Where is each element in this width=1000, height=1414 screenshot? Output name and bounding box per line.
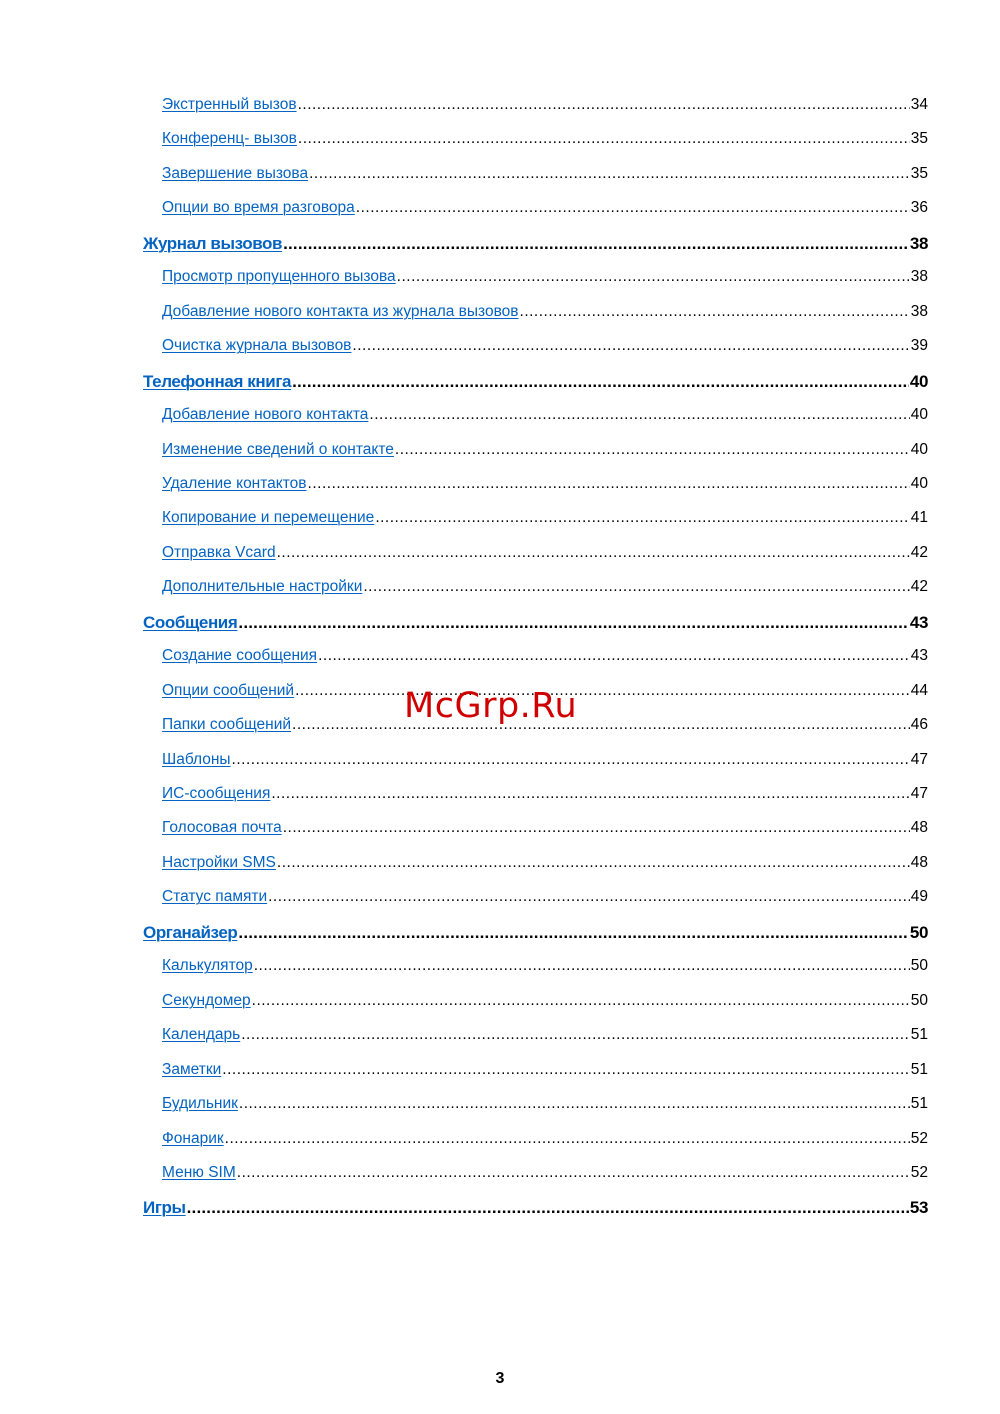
- toc-entry-page-number: 43: [910, 647, 928, 665]
- toc-dot-leader: [283, 819, 910, 837]
- toc-entry[interactable]: [162, 1095, 928, 1113]
- toc-entry-title-link[interactable]: Просмотр пропущенного вызова: [162, 268, 396, 286]
- toc-entry-page-number: 35: [910, 130, 928, 148]
- toc-entry-page-number: 44: [910, 681, 928, 699]
- toc-dot-leader: [254, 957, 910, 975]
- toc-entry-page-number: 46: [910, 716, 928, 734]
- toc-entry-title-link[interactable]: Фонарик: [162, 1129, 224, 1147]
- toc-dot-leader: [239, 1095, 910, 1113]
- toc-entry-page-number: 50: [910, 957, 928, 975]
- toc-entry-title-link[interactable]: Статус памяти: [162, 888, 268, 906]
- toc-entry-title-link[interactable]: Копирование и перемещение: [162, 509, 375, 527]
- toc-dot-leader: [318, 647, 910, 665]
- toc-entry-title-link[interactable]: Игры: [143, 1198, 186, 1218]
- toc-dot-leader: [520, 303, 910, 321]
- toc-entry-title-link[interactable]: Журнал вызовов: [143, 233, 283, 253]
- toc-entry[interactable]: [162, 1061, 928, 1079]
- toc-entry-title-link[interactable]: Будильник: [162, 1095, 238, 1113]
- toc-entry-page-number: 50: [909, 922, 928, 942]
- toc-section-entry[interactable]: [143, 372, 928, 392]
- toc-entry-title-link[interactable]: ИС-сообщения: [162, 785, 271, 802]
- toc-entry-title-link[interactable]: Добавление нового контакта из журнала вызовов: [162, 302, 519, 320]
- toc-entry-title-link[interactable]: Сообщения: [143, 612, 238, 632]
- toc-entry-title-link[interactable]: Опции во время разговора: [162, 199, 355, 217]
- toc-entry-page-number: 43: [909, 612, 928, 632]
- toc-entry-title-link[interactable]: Изменение сведений о контакте: [162, 440, 394, 458]
- toc-entry-title-link[interactable]: Голосовая почта: [162, 819, 282, 837]
- toc-dot-leader: [395, 441, 910, 459]
- toc-entry-page-number: 42: [910, 578, 928, 596]
- toc-entry[interactable]: [162, 303, 928, 321]
- toc-entry-page-number: 47: [910, 785, 928, 802]
- toc-section-entry[interactable]: [143, 613, 928, 633]
- toc-dot-leader: [238, 923, 909, 943]
- toc-entry-page-number: 34: [910, 96, 928, 113]
- page-number: 3: [495, 1370, 505, 1387]
- toc-dot-leader: [277, 854, 910, 872]
- toc-section-entry[interactable]: [143, 234, 928, 254]
- toc-entry-title-link[interactable]: Дополнительные настройки: [162, 578, 363, 596]
- toc-entry-page-number: 36: [910, 199, 928, 217]
- toc-entry-page-number: 40: [909, 371, 928, 391]
- toc-entry[interactable]: [162, 96, 928, 114]
- toc-dot-leader: [225, 1130, 910, 1148]
- toc-entry-page-number: 42: [910, 543, 928, 561]
- toc-entry-page-number: 52: [910, 1163, 928, 1181]
- toc-entry-title-link[interactable]: Опции сообщений: [162, 681, 295, 699]
- toc-entry[interactable]: [162, 854, 928, 872]
- toc-entry-title-link[interactable]: Шаблоны: [162, 750, 231, 768]
- toc-dot-leader: [295, 682, 910, 700]
- toc-entry[interactable]: [162, 130, 928, 148]
- toc-dot-leader: [268, 888, 910, 906]
- toc-dot-leader: [187, 1198, 909, 1218]
- toc-entry-page-number: 53: [909, 1198, 928, 1218]
- toc-entry[interactable]: [162, 475, 928, 493]
- toc-section-entry[interactable]: [143, 923, 928, 943]
- toc-entry-page-number: 51: [910, 1095, 928, 1113]
- toc-entry-page-number: 40: [910, 440, 928, 458]
- toc-entry[interactable]: [162, 751, 928, 769]
- watermark: McGrp.Ru: [404, 686, 578, 726]
- toc-dot-leader: [292, 716, 910, 734]
- toc-entry-page-number: 52: [910, 1129, 928, 1147]
- toc-dot-leader: [277, 544, 910, 562]
- toc-entry-page-number: 51: [910, 1026, 928, 1044]
- toc-entry-page-number: 48: [910, 819, 928, 837]
- toc-entry-title-link[interactable]: Удаление контактов: [162, 474, 307, 492]
- toc-entry-title-link[interactable]: Конференц- вызов: [162, 130, 297, 148]
- toc-entry-title-link[interactable]: Календарь: [162, 1026, 241, 1044]
- toc-dot-leader: [238, 613, 909, 633]
- toc-entry[interactable]: [162, 337, 928, 355]
- toc-entry-title-link[interactable]: Папки сообщений: [162, 716, 292, 734]
- toc-entry-title-link[interactable]: Завершение вызова: [162, 164, 309, 182]
- toc-entry[interactable]: [162, 957, 928, 975]
- toc-entry-title-link[interactable]: Секундомер: [162, 991, 251, 1009]
- toc-entry[interactable]: [162, 819, 928, 837]
- toc-entry-title-link[interactable]: Меню SIM: [162, 1163, 236, 1181]
- toc-entry-title-link[interactable]: Экстренный вызов: [162, 96, 297, 113]
- toc-entry-page-number: 40: [910, 406, 928, 424]
- toc-dot-leader: [363, 578, 909, 596]
- toc-entry[interactable]: [162, 1130, 928, 1148]
- toc-entry-title-link[interactable]: Очистка журнала вызовов: [162, 337, 352, 355]
- toc-dot-leader: [352, 337, 909, 355]
- toc-entry[interactable]: [162, 544, 928, 562]
- toc-dot-leader: [369, 406, 909, 424]
- toc-entry[interactable]: [162, 647, 928, 665]
- toc-entry-title-link[interactable]: Создание сообщения: [162, 647, 318, 665]
- toc-entry-title-link[interactable]: Органайзер: [143, 922, 238, 942]
- toc-dot-leader: [308, 475, 910, 493]
- toc-dot-leader: [241, 1026, 910, 1044]
- toc-entry[interactable]: [162, 268, 928, 286]
- toc-entry[interactable]: [162, 199, 928, 217]
- toc-entry[interactable]: [162, 165, 928, 183]
- toc-entry[interactable]: [162, 1026, 928, 1044]
- toc-entry-title-link[interactable]: Добавление нового контакта: [162, 406, 369, 424]
- toc-entry-page-number: 50: [910, 991, 928, 1009]
- toc-entry[interactable]: [162, 578, 928, 596]
- toc-entry[interactable]: [162, 992, 928, 1010]
- toc-entry-page-number: 48: [910, 853, 928, 871]
- toc-dot-leader: [309, 165, 910, 183]
- toc-entry-page-number: 41: [910, 509, 928, 527]
- toc-entry-title-link[interactable]: Отправка Vcard: [162, 543, 276, 561]
- toc-entry-title-link[interactable]: Телефонная книга: [143, 371, 292, 391]
- toc-entry-page-number: 51: [910, 1060, 928, 1078]
- toc-entry[interactable]: [162, 441, 928, 459]
- toc-entry[interactable]: [162, 888, 928, 906]
- toc-section-entry[interactable]: [143, 1198, 928, 1218]
- toc-entry[interactable]: [162, 509, 928, 527]
- toc-entry[interactable]: [162, 406, 928, 424]
- toc-dot-leader: [298, 96, 910, 114]
- toc-entry-page-number: 38: [909, 233, 928, 253]
- toc-entry[interactable]: [162, 1164, 928, 1182]
- toc-dot-leader: [292, 372, 909, 392]
- toc-entry-page-number: 40: [910, 474, 928, 492]
- toc-entry-page-number: 38: [910, 302, 928, 320]
- toc-dot-leader: [232, 751, 910, 769]
- toc-dot-leader: [222, 1061, 909, 1079]
- toc-dot-leader: [271, 785, 909, 803]
- toc-dot-leader: [356, 199, 910, 217]
- toc-dot-leader: [298, 130, 910, 148]
- toc-entry-title-link[interactable]: Калькулятор: [162, 957, 253, 975]
- toc-dot-leader: [237, 1164, 910, 1182]
- toc-entry-page-number: 39: [910, 337, 928, 355]
- toc-entry-title-link[interactable]: Заметки: [162, 1060, 222, 1078]
- toc-dot-leader: [283, 234, 909, 254]
- toc-entry[interactable]: [162, 785, 928, 803]
- toc-entry-page-number: 35: [910, 164, 928, 182]
- toc-entry-page-number: 38: [910, 268, 928, 286]
- toc-entry-page-number: 47: [910, 750, 928, 768]
- toc-dot-leader: [375, 509, 909, 527]
- toc-entry-title-link[interactable]: Настройки SMS: [162, 853, 276, 871]
- toc-entry-page-number: 49: [910, 888, 928, 906]
- toc-dot-leader: [252, 992, 910, 1010]
- toc-dot-leader: [397, 268, 910, 286]
